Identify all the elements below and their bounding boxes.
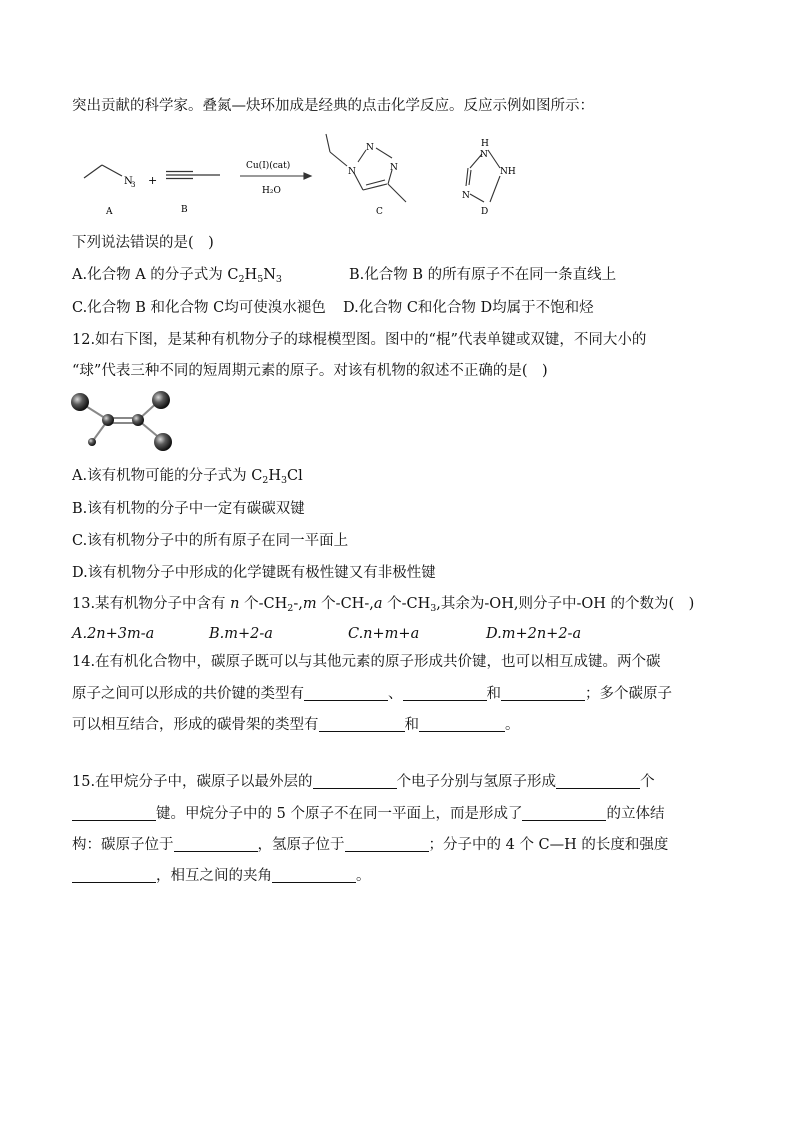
q11-option-a: A.化合物 A 的分子式为 $C_2H_5N_3$ — [72, 267, 282, 285]
atom-carbon-right — [132, 414, 144, 426]
q12-line-1: 12.如右下图，是某种有机物分子的球棍模型图。图中的“棍”代表单键或双键，不同大小的 — [72, 332, 647, 348]
triazole-n2: N — [366, 143, 374, 153]
q15-line-2: 键。甲烷分子中的 5 个原子不在同一平面上，而是形成了 的立体结 — [72, 804, 664, 824]
label-d: D — [481, 207, 489, 217]
q14-blank-4[interactable] — [319, 717, 405, 732]
q15-line-3: 构：碳原子位于 ，氢原子位于 ；分子中的 4 个 C—H 的长度和强度 — [72, 837, 669, 853]
plus-sign: + — [148, 174, 158, 187]
q15-line-4: ，相互之间的夹角 。 — [72, 866, 371, 886]
q14-line-2: 原子之间可以形成的共价键的类型有 、 和 ；多个碳原子 — [72, 686, 672, 702]
solvent-label: H₂O — [262, 186, 281, 196]
catalyst-label: Cu(Ⅰ)(cat) — [246, 161, 291, 171]
q12-line-2: “球”代表三种不同的短周期元素的原子。对该有机物的叙述不正确的是( ) — [72, 363, 548, 379]
q13-option-d: D.m+2n+2-a — [486, 626, 582, 642]
q14-blank-5[interactable] — [419, 717, 505, 732]
ring-d-h: H — [481, 139, 489, 149]
q12-option-d: D.该有机物分子中形成的化学键既有极性键又有非极性键 — [72, 565, 436, 581]
q13-stem: 13.某有机物分子中含有 n 个$-CH_2-,m$ 个-CH-,a 个$-CH_3$,其余为-OH,则分子中-OH 的个数为( ) — [72, 596, 695, 614]
compound-b-structure — [166, 172, 220, 179]
q15-blank-4[interactable] — [522, 806, 606, 821]
q15-blank-1[interactable] — [313, 774, 397, 789]
azide-n-subscript: 3 — [131, 181, 136, 189]
q14-blank-1[interactable] — [304, 686, 388, 701]
q13-option-a: A.2n+3m-a — [72, 626, 155, 642]
q15-line-1: 15.在甲烷分子中，碳原子以最外层的 个电子分别与氢原子形成 个 — [72, 774, 655, 790]
reaction-arrow — [240, 173, 311, 179]
q13-option-b: B.m+2-a — [209, 626, 273, 642]
ring-d-n2: N — [462, 191, 470, 201]
triazole-n3: N — [390, 163, 398, 173]
ball-and-stick-model — [64, 386, 184, 458]
q12-option-a: A.该有机物可能的分子式为 $C_2H_3Cl$ — [72, 468, 303, 486]
azide-n-label: N — [124, 176, 133, 187]
q11-option-b: B.化合物 B 的所有原子不在同一条直线上 — [349, 267, 617, 283]
atom-carbon-left — [102, 414, 114, 426]
label-b: B — [181, 205, 188, 215]
q11-option-d: D.化合物 C和化合物 D均属于不饱和烃 — [343, 300, 594, 316]
q14-blank-2[interactable] — [403, 686, 487, 701]
atom-large-top-left — [71, 393, 89, 411]
q15-blank-7[interactable] — [72, 868, 156, 883]
q15-blank-2[interactable] — [556, 774, 640, 789]
q15-blank-3[interactable] — [72, 806, 156, 821]
triazole-n1: N — [348, 167, 356, 177]
q11-option-c: C.化合物 B 和化合物 C均可使溴水褪色 — [72, 300, 326, 316]
atom-small-bottom-left — [88, 438, 96, 446]
ring-d-n1: N — [480, 150, 488, 160]
q14-blank-3[interactable] — [501, 686, 585, 701]
label-c: C — [376, 207, 383, 217]
label-a: A — [106, 207, 113, 217]
reaction-scheme — [0, 128, 794, 248]
q12-option-c: C.该有机物分子中的所有原子在同一平面上 — [72, 533, 349, 549]
compound-a-structure — [84, 165, 122, 178]
q14-line-1: 14.在有机化合物中，碳原子既可以与其他元素的原子形成共价键，也可以相互成键。两个碳 — [72, 654, 661, 670]
q15-blank-8[interactable] — [272, 868, 356, 883]
atom-large-bottom-right — [154, 433, 172, 451]
intro-text: 突出贡献的科学家。叠氮—炔环加成是经典的点击化学反应。反应示例如图所示： — [72, 98, 594, 114]
q13-option-c: C.n+m+a — [348, 626, 420, 642]
q15-blank-6[interactable] — [345, 837, 429, 852]
q15-blank-5[interactable] — [174, 837, 258, 852]
q11-stem: 下列说法错误的是( ) — [72, 235, 214, 251]
ring-d-nh: NH — [500, 167, 516, 177]
q12-option-b: B.该有机物的分子中一定有碳碳双键 — [72, 501, 305, 517]
atom-large-top-right — [152, 391, 170, 409]
q14-line-3: 可以相互结合，形成的碳骨架的类型有 和 。 — [72, 717, 520, 733]
